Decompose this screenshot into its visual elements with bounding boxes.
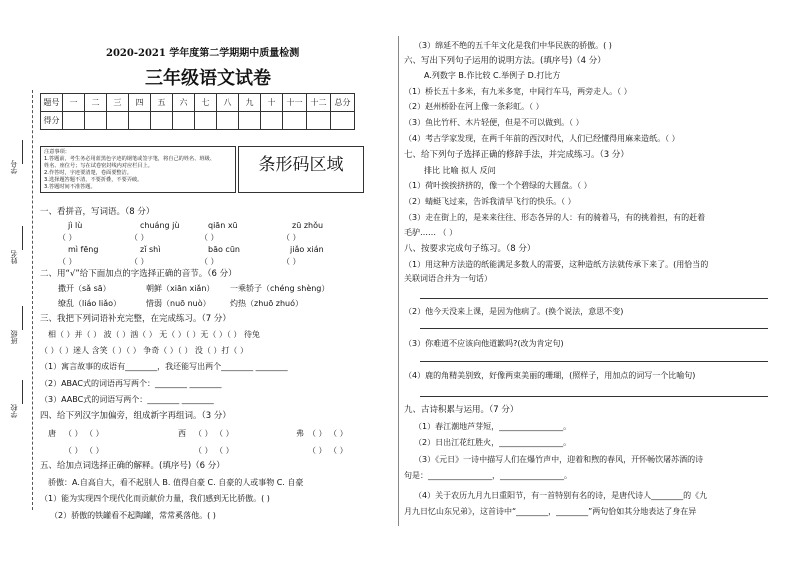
score-input-cell[interactable] [217, 112, 239, 130]
q3-subquestion[interactable]: （1）寓言故事的成语有________，我还能写出两个________ ________ [40, 362, 288, 371]
q1-answer-box[interactable]: （ ） [200, 257, 219, 266]
side-label-school: 学校 [10, 404, 18, 418]
side-label-class: 班级 [10, 330, 18, 344]
q9-subquestion[interactable]: （1）春江潮地芦芽短，________________。 [414, 422, 572, 431]
score-table [40, 93, 355, 130]
q8-answer-line[interactable] [420, 361, 768, 362]
exam-title: 2020-2021 学年度第二学期期中质量检测 [106, 48, 300, 59]
score-input-cell[interactable] [307, 112, 331, 130]
q4-char: 弗 [296, 429, 304, 438]
q9-subquestion[interactable]: （2）日出江花红胜火，________________。 [414, 438, 572, 447]
q1-answer-box[interactable]: （ ） [282, 233, 301, 242]
notice-item: 3.答题时间不准答题。 [44, 184, 96, 190]
q7-subquestion-cont[interactable]: 毛驴…… （ ） [404, 228, 458, 237]
q7-subquestion[interactable]: （1）荷叶挨挨挤挤的，像一个个碧绿的大圆盘。（ ） [404, 181, 592, 190]
q2-option[interactable]: 撒开（sǎ sā） [58, 284, 111, 293]
q2-title: 二、用“√”给下面加点的字选择正确的音节。（6 分） [40, 269, 237, 279]
q5-options: 骄傲：A.自高自大，看不起别人 B. 值得自豪 C. 自豪的人或事物 C. 自豪 [48, 478, 304, 487]
q5-subquestion[interactable]: （3）绵延不绝的五千年文化是我们中华民族的骄傲。( ) [414, 41, 612, 50]
q3-line[interactable]: 相（ ）并（ ） 波（ ）汹（ ） 无（ ）（ ）无（ ）（ ） 待兔 [48, 330, 260, 339]
q4-answer[interactable]: （ ） （ ） [308, 429, 348, 438]
q1-pinyin: bāo cūn [208, 245, 240, 254]
q8-title: 八、按要求完成句子练习。（8 分） [404, 244, 536, 254]
q7-subquestion[interactable]: （2）蜻蜓飞过来，告诉我清早飞行的快乐。（ ） [404, 197, 576, 206]
q1-answer-box[interactable]: （ ） [58, 257, 77, 266]
q6-subquestion[interactable]: （2）赵州桥卧在河上像一条彩虹。（ ） [404, 102, 544, 111]
q1-answer-box[interactable]: （ ） [130, 233, 149, 242]
q1-pinyin: chuáng jù [140, 221, 180, 230]
q6-options: A.列数字 B.作比较 C.举例子 D.打比方 [424, 71, 561, 80]
binding-dashed-line [32, 90, 33, 510]
score-cell: 一 [63, 94, 85, 112]
school-line [22, 380, 23, 404]
q2-option[interactable]: 缭乱（liáo liǎo） [58, 299, 122, 308]
q1-pinyin: jì lù [68, 221, 83, 230]
q5-subquestion[interactable]: （2）骄傲的铁罐看不起陶罐，常常奚落他。( ) [50, 511, 216, 520]
q6-subquestion[interactable]: （3）鱼比竹杆、木片轻便，但是不可以做到。（ ） [404, 118, 584, 127]
q5-subquestion[interactable]: （1）能为实现四个现代化而贡献价力量，我们感到无比骄傲。( ) [40, 494, 270, 503]
notice-item: 3.选择题答题不清，不要折叠，不要弄破。 [44, 177, 143, 183]
score-cell: 总分 [331, 94, 355, 112]
notice-title: 注意事项： [44, 149, 70, 155]
score-input-cell[interactable] [283, 112, 307, 130]
q8-subquestion: （1）用这种方法造的纸能满足多数人的需要，这种造纸方法就传承下来了。(用恰当的 [404, 260, 709, 269]
score-cell: 题号 [41, 94, 63, 112]
q2-option[interactable]: 惜弱（nuō nuò） [146, 299, 211, 308]
q1-title: 一、看拼音，写词语。（8 分） [40, 207, 155, 217]
q7-title: 七、给下列句子选择正确的修辞手法，并完成练习。（3 分） [404, 150, 629, 160]
q1-pinyin: qiān xū [208, 221, 238, 230]
q1-answer-box[interactable]: （ ） [130, 257, 149, 266]
q8-answer-line[interactable] [420, 298, 768, 299]
q1-pinyin: jiǎo xián [290, 245, 324, 254]
q9-subquestion-cont[interactable]: 月九日忆山东兄弟》，这首诗中“________，________”两句恰如其分地表达了身在异 [404, 507, 697, 516]
q5-title: 五、给加点词选择正确的解释。(填序号)（6 分） [40, 461, 225, 471]
score-cell: 九 [239, 94, 261, 112]
score-cell: 五 [151, 94, 173, 112]
student-id-line [22, 140, 23, 164]
q3-subquestion[interactable]: （3）AABC式的词语写两个：________ ________ [40, 395, 214, 404]
paper-title: 三年级语文试卷 [145, 68, 271, 89]
q6-subquestion[interactable]: （4）考古学家发现，在两千年前的西汉时代，人们已经懂得用麻来造纸。（ ） [404, 134, 680, 143]
q4-answer[interactable]: （ ） （ ） [64, 429, 104, 438]
q1-pinyin: mì fēng [68, 245, 99, 254]
q9-subquestion: （4）关于农历九月九日重阳节，有一首特别有名的诗，是唐代诗人________的《九 [414, 491, 708, 500]
score-input-cell[interactable] [173, 112, 195, 130]
q4-char: 唐 [48, 429, 56, 438]
barcode-area: 条形码区域 [238, 146, 364, 193]
q2-option[interactable]: 灼热（zhuō zhuó） [230, 299, 304, 308]
score-table-header-row [41, 94, 355, 112]
q3-subquestion[interactable]: （2）ABAC式的词语再写两个：________ ________ [40, 379, 222, 388]
q9-subquestion-cont[interactable]: 句是：________________，________________。 [404, 471, 572, 480]
score-cell: 八 [217, 94, 239, 112]
score-cell: 二 [85, 94, 107, 112]
q6-subquestion[interactable]: （1）桥长五十多米，有九米多宽，中间行车马，两旁走人。（ ） [404, 87, 632, 96]
score-input-cell[interactable] [239, 112, 261, 130]
q1-pinyin: zū zhǒu [292, 221, 324, 230]
side-label-student-id: 学号 [10, 160, 18, 174]
score-cell: 四 [129, 94, 151, 112]
q1-answer-box[interactable]: （ ） [200, 233, 219, 242]
q1-pinyin: zǐ shì [140, 245, 161, 254]
column-divider [398, 36, 399, 526]
q4-title: 四、给下列汉字加偏旁，组成新字再组词。（3 分） [40, 411, 231, 421]
score-row-label: 得分 [41, 112, 63, 130]
q3-title: 三、我把下列词语补充完整，在完成练习。（7 分） [40, 314, 231, 324]
q1-answer-box[interactable]: （ ） [282, 257, 301, 266]
q8-answer-line[interactable] [420, 328, 768, 329]
notice-box [40, 146, 236, 193]
score-input-cell[interactable] [63, 112, 85, 130]
score-input-cell[interactable] [331, 112, 355, 130]
score-input-cell[interactable] [151, 112, 173, 130]
q8-subquestion: （2）他今天没来上课，是因为他病了。(换个说法，意思不变) [404, 307, 624, 316]
notice-item: 1.答题前，考生务必用蓝黑色字迹的钢笔或签字笔，将自己的姓名、班级、 [44, 156, 215, 162]
q2-option[interactable]: 一乘轿子（chéng shèng） [230, 284, 330, 293]
score-input-cell[interactable] [195, 112, 217, 130]
q4-answer[interactable]: （ ） （ ） [64, 446, 104, 455]
q8-answer-line[interactable] [420, 396, 768, 397]
q8-subquestion-cont: 关联词语合并为一句话） [404, 274, 492, 283]
q4-answer[interactable]: （ ） （ ） [194, 446, 234, 455]
score-input-cell[interactable] [129, 112, 151, 130]
q4-char: 西 [178, 429, 186, 438]
q7-options: 排比 比喻 拟人 反问 [424, 166, 496, 175]
score-cell: 十二 [307, 94, 331, 112]
class-line [22, 306, 23, 330]
q3-line[interactable]: （ ）（ ）迷人 含笑（ ）（ ） 争奇（ ）（ ） 没（ ）打（ ） [40, 346, 248, 355]
name-line [22, 226, 23, 250]
score-table-score-row [41, 112, 355, 130]
q9-subquestion: （3）《元日》一诗中描写人们在爆竹声中，迎着和煦的春风，开怀畅饮屠苏酒的诗 [414, 455, 704, 464]
score-cell: 七 [195, 94, 217, 112]
q9-title: 九、古诗积累与运用。（7 分） [404, 405, 519, 415]
side-label-name: 姓名 [10, 250, 18, 264]
q6-title: 六、写出下列句子运用的说明方法。(填序号)（4 分） [404, 56, 606, 66]
score-cell: 十一 [283, 94, 307, 112]
notice-item: 2.作答时，字迹要清楚，卷面要整洁。 [44, 170, 132, 176]
notice-item: 姓名、座位号；写在试卷密封线内对应栏目上。 [44, 163, 153, 169]
q4-answer[interactable]: （ ） （ ） [308, 446, 348, 455]
q7-subquestion[interactable]: （3）走在街上的，是来来往往、形态各异的人：有的骑着马，有的挑着担，有的赶着 [404, 213, 706, 222]
q2-option[interactable]: 朝鲜（xiān xiǎn） [146, 284, 215, 293]
score-input-cell[interactable] [107, 112, 129, 130]
q8-subquestion: （3）你难道不应该向他道歉吗?(改为肯定句) [404, 339, 564, 348]
score-cell: 六 [173, 94, 195, 112]
q4-answer[interactable]: （ ） （ ） [194, 429, 234, 438]
q1-answer-box[interactable]: （ ） [58, 233, 77, 242]
score-cell: 三 [107, 94, 129, 112]
score-input-cell[interactable] [85, 112, 107, 130]
q8-subquestion: （4）鹿的角精美别致，好像两束美丽的珊瑚，(照样子，用加点的词写一个比喻句) [404, 371, 696, 380]
score-cell: 十 [261, 94, 283, 112]
score-input-cell[interactable] [261, 112, 283, 130]
